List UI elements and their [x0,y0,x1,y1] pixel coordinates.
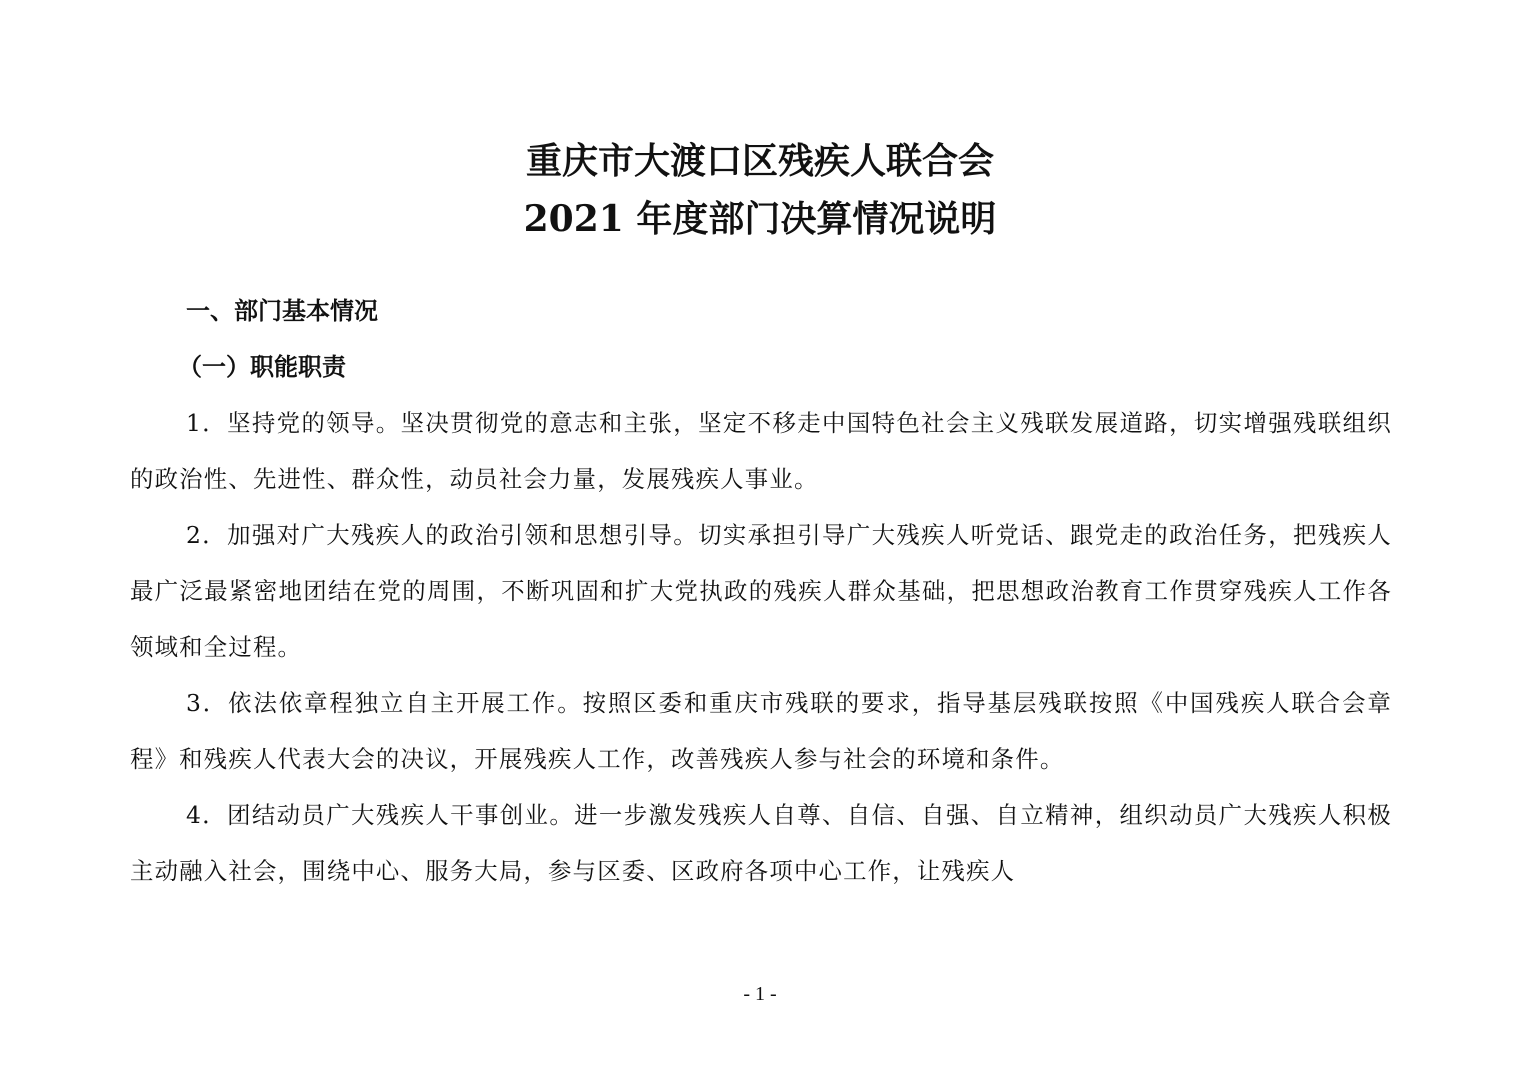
paragraph-3: 3．依法依章程独立自主开展工作。按照区委和重庆市残联的要求，指导基层残联按照《中国残疾人联合会章程》和残疾人代表大会的决议，开展残疾人工作，改善残疾人参与社会的环境和条件。 [130,689,1392,773]
title-line-organization: 重庆市大渡口区残疾人联合会 [525,140,994,182]
document-body [130,283,1392,899]
document-title [0,132,1520,248]
paragraph-4: 4．团结动员广大残疾人干事创业。进一步激发残疾人自尊、自信、自强、自立精神，组织动员广大残疾人积极主动融入社会，围绕中心、服务大局，参与区委、区政府各项中心工作，让残疾人 [130,801,1392,885]
paragraph-2: 2．加强对广大残疾人的政治引领和思想引导。切实承担引导广大残疾人听党话、跟党走的政治任务，把残疾人最广泛最紧密地团结在党的周围，不断巩固和扩大党执政的残疾人群众基础，把思想政治教育工作贯穿残疾人工作各领域和全过程。 [130,521,1392,661]
paragraph-1: 1．坚持党的领导。坚决贯彻党的意志和主张，坚定不移走中国特色社会主义残联发展道路，切实增强残联组织的政治性、先进性、群众性，动员社会力量，发展残疾人事业。 [130,409,1392,493]
page-number: - 1 - [743,983,777,1005]
title-line-report: 2021 年度部门决算情况说明 [523,198,997,240]
subsection-heading: （一）职能职责 [178,352,346,381]
section-heading: 一、部门基本情况 [186,297,378,325]
